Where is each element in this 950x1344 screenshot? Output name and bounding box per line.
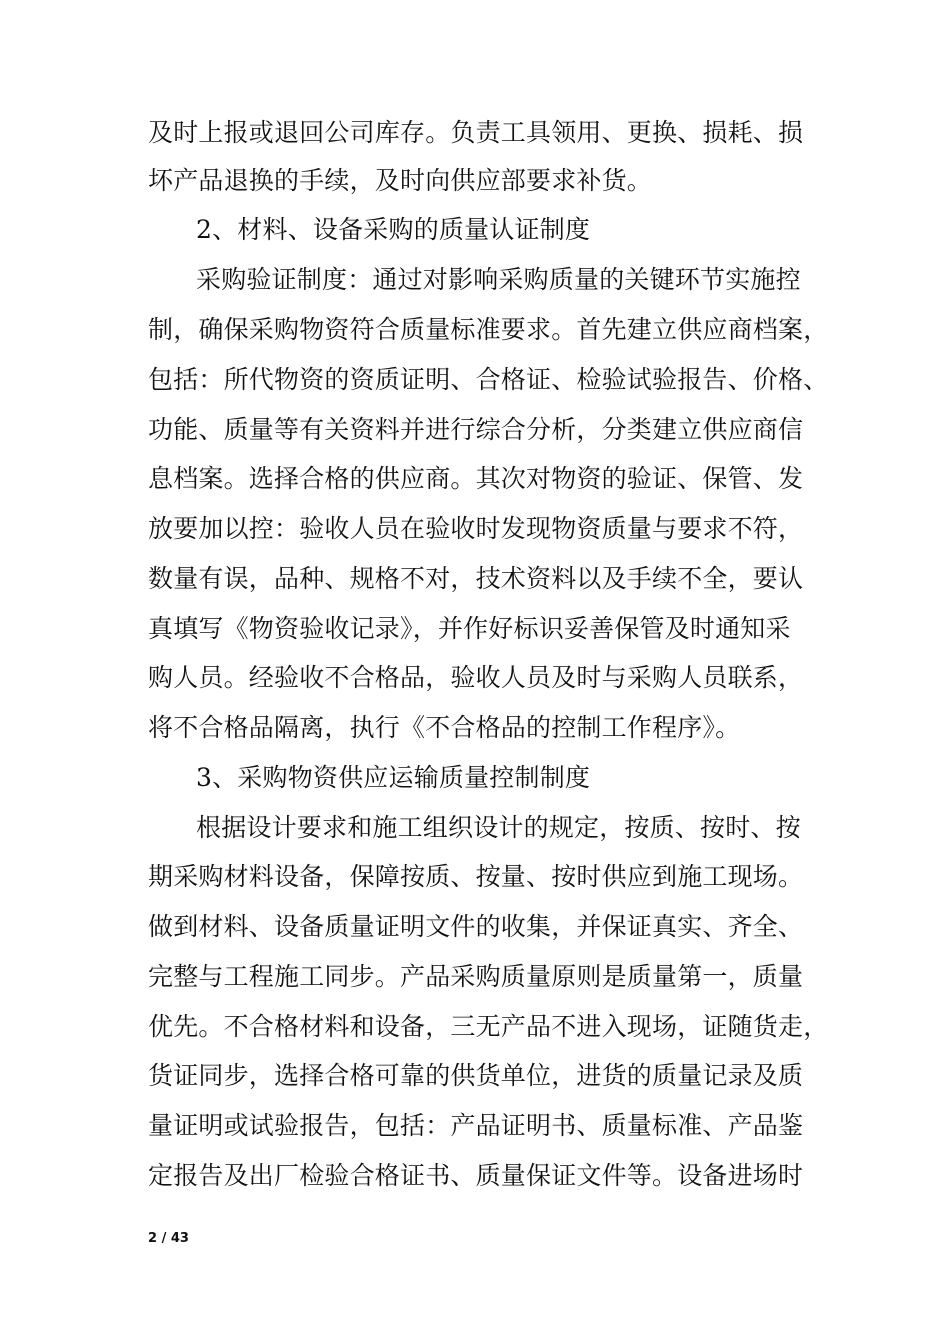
text-line: 根据设计要求和施工组织设计的规定，按质、按时、按 [196,813,801,842]
text-line: 期采购材料设备，保障按质、按量、按时供应到施工现场。 [148,862,804,891]
text-line: 功能、质量等有关资料并进行综合分析，分类建立供应商信 [148,415,804,444]
text-line: 包括：所代物资的资质证明、合格证、检验试验报告、价格、 [148,365,829,394]
text-line: 放要加以控：验收人员在验收时发现物资质量与要求不符， [148,514,804,543]
text-line: 及时上报或退回公司库存。负责工具领用、更换、损耗、损 [148,118,804,147]
text-line: 优先。不合格材料和设备，三无产品不进入现场，证随货走， [148,1012,829,1041]
text-line: 购人员。经验收不合格品，验收人员及时与采购人员联系， [148,663,804,692]
text-line: 完整与工程施工同步。产品采购质量原则是质量第一，质量 [148,962,804,991]
text-line: 息档案。选择合格的供应商。其次对物资的验证、保管、发 [148,464,804,493]
text-line: 将不合格品隔离，执行《不合格品的控制工作程序》。 [148,713,741,742]
text-line: 坏产品退换的手续，及时向供应部要求补货。 [148,166,653,195]
section-heading: 2、材料、设备采购的质量认证制度 [196,215,591,244]
text-line: 采购验证制度：通过对影响采购质量的关键环节实施控 [196,265,801,294]
text-line: 制，确保采购物资符合质量标准要求。首先建立供应商档案， [148,315,829,344]
text-line: 量证明或试验报告，包括：产品证明书、质量标准、产品鉴 [148,1111,804,1140]
text-line: 数量有误，品种、规格不对，技术资料以及手续不全，要认 [148,564,804,593]
text-line: 货证同步，选择合格可靠的供货单位，进货的质量记录及质 [148,1061,804,1090]
page-number: 2 / 43 [148,1231,189,1246]
text-line: 真填写《物资验收记录》，并作好标识妥善保管及时通知采 [148,614,791,643]
text-line: 做到材料、设备质量证明文件的收集，并保证真实、齐全、 [148,912,804,941]
text-line: 定报告及出厂检验合格证书、质量保证文件等。设备进场时 [148,1161,804,1190]
section-heading: 3、采购物资供应运输质量控制制度 [196,763,591,792]
